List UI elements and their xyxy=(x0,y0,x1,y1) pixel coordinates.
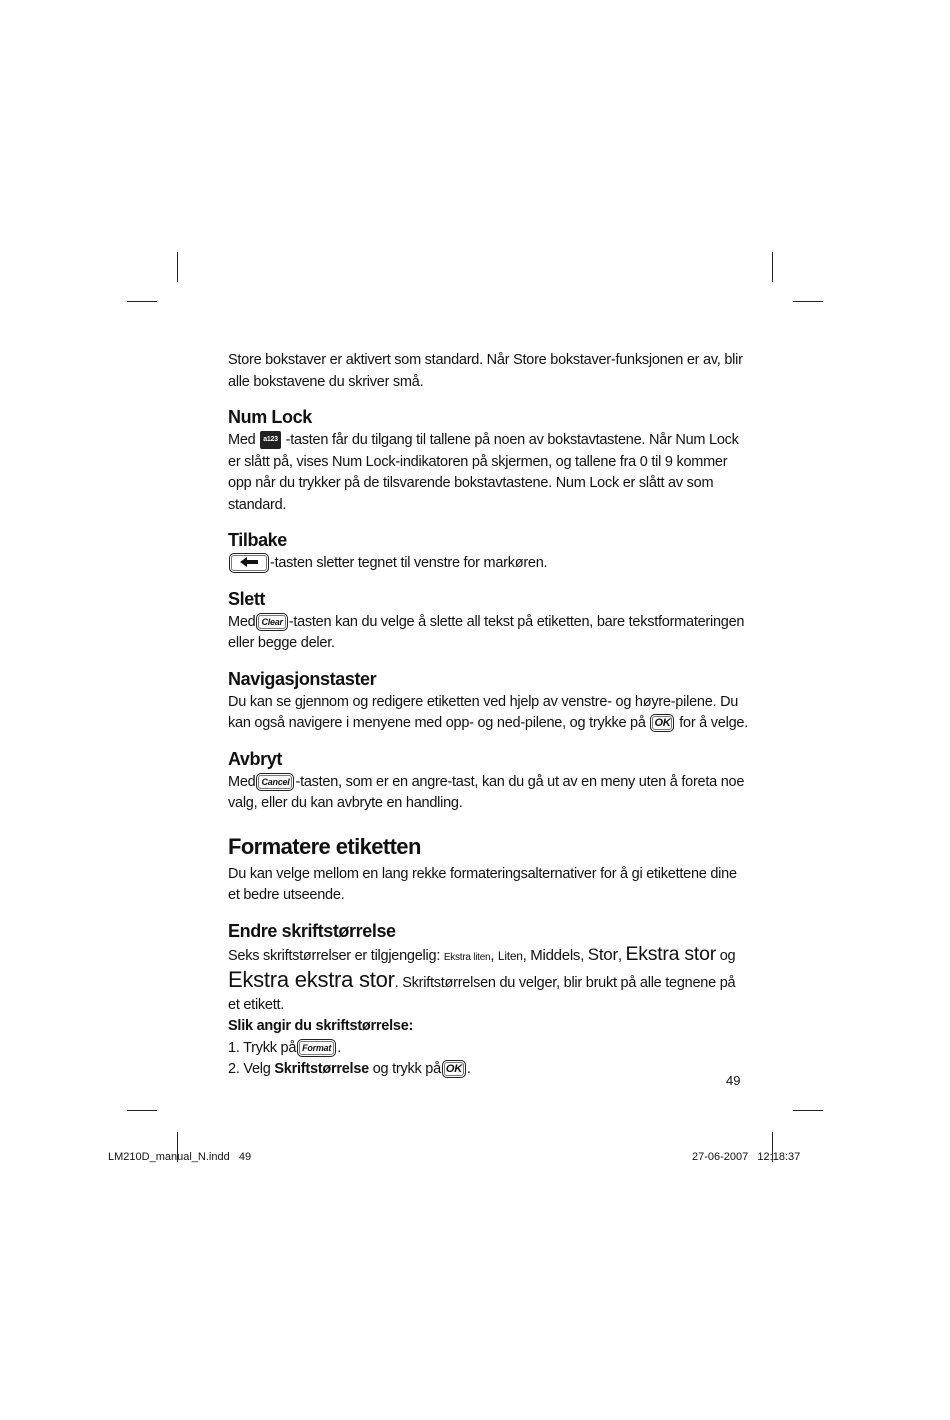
fontsize-subhead: Slik angir du skriftstørrelse: xyxy=(228,1018,414,1034)
ok-key-icon: OK xyxy=(442,1060,466,1078)
step-2-mid: og trykk på xyxy=(372,1061,441,1077)
size-and: og xyxy=(719,947,736,964)
crop-mark xyxy=(127,301,157,302)
slett-heading: Slett xyxy=(228,588,266,609)
cancel-key-icon: Cancel xyxy=(256,773,294,791)
ok-key-icon: OK xyxy=(650,714,674,732)
size-extra-large: Ekstra stor xyxy=(625,942,716,965)
crop-mark xyxy=(793,1110,823,1111)
fontsize-heading: Endre skriftstørrelse xyxy=(228,920,396,941)
avbryt-post: -tasten, som er en angre-tast, kan du gå ut av en meny uten å foreta noe valg, eller du kan avbryte en handling. xyxy=(228,773,745,811)
format-heading: Formatere etiketten xyxy=(228,833,421,859)
tilbake-heading: Tilbake xyxy=(228,530,287,550)
footer-file-info: LM210D_manual_N.indd 49 xyxy=(108,1151,252,1163)
step-2-pre: 2. Velg xyxy=(228,1061,271,1077)
step-2: 2. Velg Skriftstørrelse og trykk på OK . xyxy=(228,1061,471,1077)
intro-paragraph: Store bokstaver er aktivert som standard. Når Store bokstaver-funksjonen er av, blir alle bokstavene du skriver små. xyxy=(228,352,743,390)
backspace-key-icon xyxy=(229,553,269,573)
size-extra-small: Ekstra liten xyxy=(443,951,491,963)
nav-heading: Navigasjonstaster xyxy=(228,668,377,689)
step-2-bold: Skriftstørrelse xyxy=(274,1061,369,1077)
size-medium: Middels xyxy=(530,946,581,964)
numlock-post: -tasten får du tilgang til tallene på noen av bokstavtastene. Når Num Lock er slått på, vises Num Lock-indikatoren på skjermen, og tallene fra 0 til 9 kommer opp når du trykker på de tilsvarende bokstavtastene. Num Lock er slått av som standard. xyxy=(228,432,739,513)
footer-timestamp: 27-06-2007 12:18:37 xyxy=(692,1151,801,1163)
page-number: 49 xyxy=(726,1073,741,1088)
size-small: Liten xyxy=(497,948,523,963)
format-key-icon: Format xyxy=(297,1039,336,1057)
numlock-heading: Num Lock xyxy=(228,407,312,427)
nav-pre: Du kan se gjennom og redigere etiketten ved hjelp av venstre- og høyre-pilene. Du kan også navigere i menyene med opp- og ned-pilene, og trykke på xyxy=(228,693,739,731)
tilbake-paragraph xyxy=(228,553,748,575)
nav-paragraph xyxy=(228,692,748,735)
slett-paragraph xyxy=(228,612,748,655)
format-paragraph: Du kan velge mellom en lang rekke formateringsalternativer for å gi etikettene dine et bedre utseende. xyxy=(228,865,737,903)
avbryt-pre: Med xyxy=(228,773,256,790)
nav-post: for å velge. xyxy=(679,715,748,731)
crop-mark xyxy=(127,1110,157,1111)
size-extra-extra-large: Ekstra ekstra stor xyxy=(228,967,395,992)
step-1: 1. Trykk på Format . xyxy=(228,1039,341,1056)
fontsize-post: Skriftstørrelsen du velger, blir brukt på alle tegnene på et etikett. xyxy=(228,975,736,1013)
tilbake-post: -tasten sletter tegnet til venstre for markøren. xyxy=(270,555,548,571)
step-1-text: 1. Trykk på xyxy=(228,1039,297,1056)
crop-mark xyxy=(772,252,773,282)
num-lock-key-icon: a123 xyxy=(260,431,281,449)
clear-key-icon: Clear xyxy=(256,613,287,631)
slett-post: -tasten kan du velge å slette all tekst på etiketten, bare tekstformateringen eller begge deler. xyxy=(228,613,745,651)
slett-pre: Med xyxy=(228,613,256,630)
numlock-paragraph xyxy=(228,430,748,516)
avbryt-paragraph xyxy=(228,772,748,815)
avbryt-heading: Avbryt xyxy=(228,748,282,769)
page-content xyxy=(228,350,748,1081)
crop-mark xyxy=(793,301,823,302)
numlock-pre: Med xyxy=(228,432,256,448)
fontsize-paragraph: Seks skriftstørrelser er tilgjengelig: Ekstra liten, Liten, Middels, Stor, Ekstra stor og Ekstra ekstra stor. Skriftstørrelsen du velger, blir brukt på alle tegnene på et etikett. xyxy=(228,942,736,1013)
fontsize-pre: Seks skriftstørrelser er tilgjengelig: xyxy=(228,947,441,964)
size-large: Stor xyxy=(587,944,618,964)
crop-mark xyxy=(177,252,178,282)
